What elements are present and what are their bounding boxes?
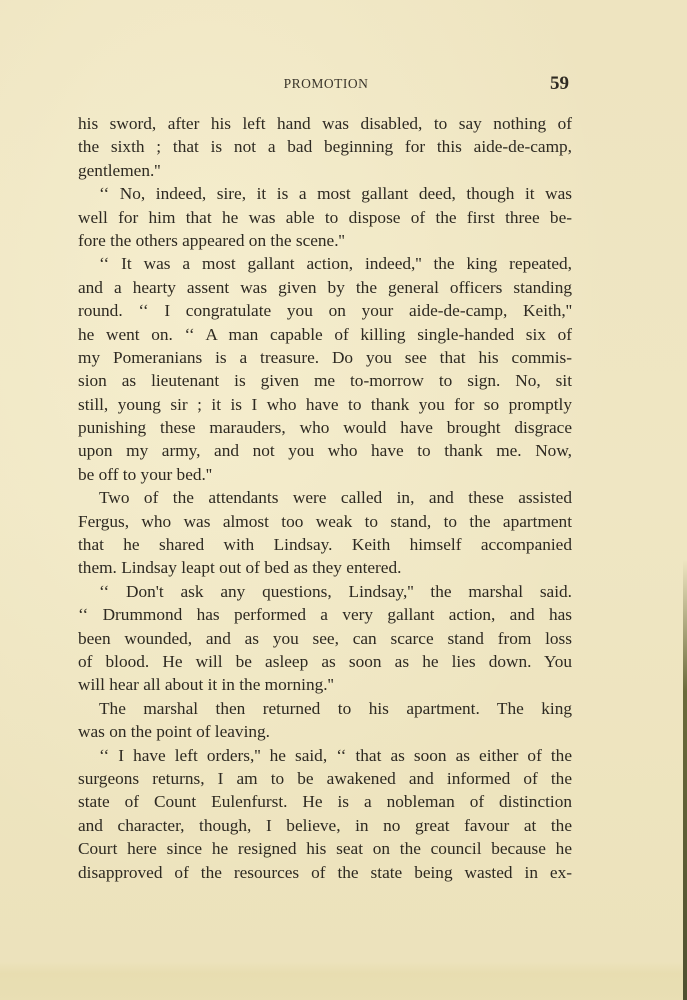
text-line: the sixth ; that is not a bad beginning for this aide-de-camp, — [78, 137, 572, 157]
text-line: Fergus, who was almost too weak to stand, to the apartment — [78, 511, 572, 531]
text-line: fore the others appeared on the scene.'' — [78, 230, 345, 250]
text-line: and a hearty assent was given by the general officers standing — [78, 277, 572, 297]
text-line: state of Count Eulenfurst. He is a nobleman of distinction — [78, 792, 572, 812]
text-line: surgeons returns, I am to be awakened and informed of the — [78, 768, 572, 788]
text-line: sion as lieutenant is given me to-morrow to sign. No, sit — [78, 371, 572, 391]
text-line: Court here since he resigned his seat on the council because he — [78, 839, 572, 859]
text-line: gentlemen.'' — [78, 160, 161, 180]
text-line: he went on. ‘‘ A man capable of killing single-handed six of — [78, 324, 572, 344]
text-line: them. Lindsay leapt out of bed as they entered. — [78, 558, 402, 578]
text-line: still, young sir ; it is I who have to thank you for so promptly — [78, 394, 572, 414]
text-line: ‘‘ I have left orders,'' he said, ‘‘ that as soon as either of the — [99, 745, 572, 765]
text-line: was on the point of leaving. — [78, 722, 270, 742]
text-line: and character, though, I believe, in no great favour at the — [78, 815, 572, 835]
text-line: well for him that he was able to dispose of the first three be- — [78, 207, 572, 227]
text-line: ‘‘ Drummond has performed a very gallant action, and has — [78, 605, 572, 625]
text-line: round. ‘‘ I congratulate you on your aide-de-camp, Keith,'' — [78, 301, 572, 321]
text-line: that he shared with Lindsay. Keith himself accompanied — [78, 535, 572, 555]
text-line: upon my army, and not you who have to thank me. Now, — [78, 441, 572, 461]
text-line: ‘‘ Don't ask any questions, Lindsay,'' the marshal said. — [99, 581, 572, 601]
page-number: 59 — [550, 73, 569, 94]
text-line: Two of the attendants were called in, and these assisted — [99, 488, 572, 508]
running-header-title: PROMOTION — [283, 76, 369, 91]
text-line: ‘‘ No, indeed, sire, it is a most gallant deed, though it was — [99, 184, 572, 204]
page-bottom-shading — [0, 962, 687, 1000]
text-line: ‘‘ It was a most gallant action, indeed,'' the king repeated, — [99, 254, 572, 274]
text-line: my Pomeranians is a treasure. Do you see that his commis- — [78, 347, 572, 367]
text-line: punishing these marauders, who would have brought disgrace — [78, 418, 572, 438]
text-line: his sword, after his left hand was disabled, to say nothing of — [78, 114, 572, 133]
text-line: been wounded, and as you see, can scarce stand from loss — [78, 628, 572, 648]
text-line: will hear all about it in the morning.'' — [78, 675, 334, 695]
text-line: of blood. He will be asleep as soon as he lies down. You — [78, 651, 572, 671]
text-line: be off to your bed.'' — [78, 464, 213, 484]
text-line: The marshal then returned to his apartment. The king — [99, 698, 572, 718]
body-text — [78, 112, 572, 884]
text-line: disapproved of the resources of the state being wasted in ex- — [78, 862, 572, 882]
page-edge-shadow — [683, 560, 687, 1000]
